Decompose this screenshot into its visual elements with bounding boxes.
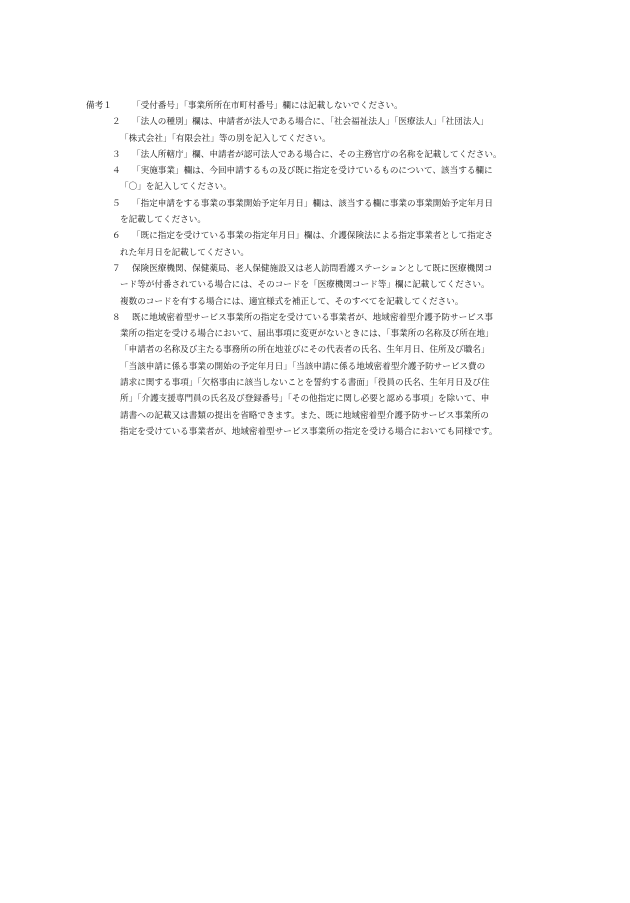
remark-text-line: 「指定申請をする事業の事業開始予定年月日」欄は、該当する欄に事業の事業開始予定年月日 (132, 198, 493, 209)
remark-text-line: 請書への記載又は書類の提出を省略できます。また、既に地域密着型介護予防サービス事業所の (120, 410, 489, 421)
remark-text-line: 既に地域密着型サービス事業所の指定を受けている事業者が、地域密着型介護予防サービス事 (132, 312, 493, 323)
remark-text-line: 「申請者の名称及び主たる事務所の所在地並びにその代表者の氏名、生年月日、住所及び職名」 (120, 345, 490, 356)
remark-text-line: 請求に関する事項」「欠格事由に該当しないことを誓約する書面」「役員の氏名、生年月日及び住 (120, 378, 490, 389)
remark-text-line: 所」「介護支援専門員の氏名及び登録番号」「その他指定に関し必要と認める事項」を除いて、申 (120, 394, 490, 405)
remark-item (86, 98, 566, 114)
remark-text-line: 「法人の種別」欄は、申請者が法人である場合に、「社会福祉法人」「医療法人」「社団法人」 (132, 117, 489, 128)
remark-item (86, 310, 566, 440)
remark-text-line: 「〇」を記入してください。 (120, 182, 232, 193)
remarks-section (86, 98, 566, 440)
remark-text-line: 指定を受けている事業者が、地域密着型サービス事業所の指定を受ける場合においても同様です。 (120, 426, 498, 437)
remark-text-line: 「法人所轄庁」欄、申請者が認可法人である場合に、その主務官庁の名称を記載してください。 (132, 149, 502, 160)
remark-number: ２ (112, 117, 121, 128)
remark-text-line: 「当該申請に係る事業の開始の予定年月日」「当該申請に係る地域密着型介護予防サービス費の (120, 361, 486, 372)
remark-text-line: 業所の指定を受ける場合において、届出事項に変更がないときには、「事業所の名称及び所在地」 (120, 329, 494, 340)
remark-item (86, 228, 566, 261)
remark-text-line: 「株式会社」「有限会社」等の別を記入してください。 (120, 133, 331, 144)
remark-item (86, 163, 566, 196)
remark-text-line: 保険医療機関、保健薬局、老人保健施設又は老人訪問看護ステーションとして既に医療機関コ (132, 263, 493, 274)
remark-number: ４ (112, 166, 121, 177)
remark-item (86, 114, 566, 147)
remark-number: 備考１ (86, 101, 112, 111)
remark-number: ３ (112, 149, 121, 160)
remark-item (86, 261, 566, 310)
remark-number: ８ (112, 312, 121, 323)
remark-text-line: を記載してください。 (120, 215, 206, 226)
remark-text-line: ード等が付番されている場合には、そのコードを「医療機関コード等」欄に記載してください。 (120, 280, 490, 291)
remark-text-line: 「既に指定を受けている事業の指定年月日」欄は、介護保険法による指定事業者として指定さ (132, 231, 493, 242)
remark-text-line: 「受付番号」「事業所所在市町村番号」欄には記載しないでください。 (132, 101, 403, 111)
remark-number: ５ (112, 198, 121, 209)
remark-text-line: 「実施事業」欄は、今回申請するもの及び既に指定を受けているものについて、該当する欄に (132, 166, 493, 177)
remark-text-line: れた年月日を記載してください。 (120, 247, 249, 258)
remark-item (86, 196, 566, 229)
remark-text-line: 複数のコードを有する場合には、適宜様式を補正して、そのすべてを記載してください。 (120, 296, 464, 307)
remark-item (86, 147, 566, 163)
remark-number: ７ (112, 263, 121, 274)
remark-number: ６ (112, 231, 121, 242)
